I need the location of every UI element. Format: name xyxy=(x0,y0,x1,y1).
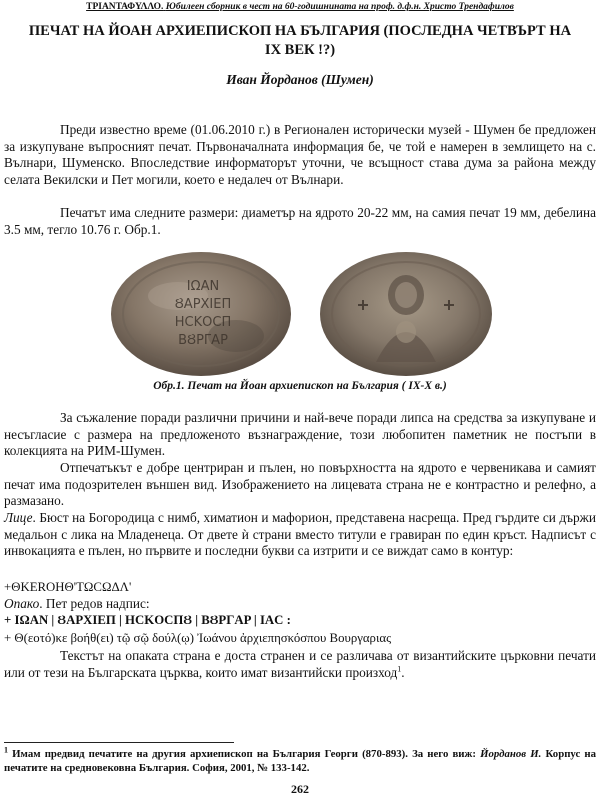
footnote-source: Корпус на печатите на средновековна България. София, 2001, № 133-142. xyxy=(4,748,597,774)
reverse-label: Опако xyxy=(4,596,40,611)
journal-subtitle: Юбилеен сборник в чест на 60-годишнината на проф. д.ф.н. Христо Трендафилов xyxy=(165,2,514,12)
reverse-intro-line xyxy=(4,596,596,613)
running-header xyxy=(0,2,600,12)
page-number: 262 xyxy=(291,782,309,796)
obverse-legend: +ΘKEROHΘ'TΩCΩΔΛ' xyxy=(4,580,132,594)
seal-line-3: ΗCΚΟCΠ xyxy=(174,315,232,330)
journal-name: ΤΡΙΑΝΤΑΦΥΛΛΟ. xyxy=(86,2,164,12)
reverse-legend: + IΩAN | ȢAPXIEΠ | HCKOCΠȢ | BȢPΓAP | IAC : xyxy=(4,613,291,627)
reverse-intro: . Пет редов надпис: xyxy=(39,596,150,611)
footnote xyxy=(4,747,596,775)
footnote-text: Имам предвид печатите на другия архиепископ на България Георги (870-893). За него виж: xyxy=(12,748,476,760)
seal-virgin-side-image xyxy=(316,250,496,378)
paragraph-collection: За съжаление поради различни причини и най-вече поради липса на средства за изкупуване и несъгласие с размера на предложеното възнаграждение, този любопитен паметник не постъпи в колекцията на РИМ-Шумен. xyxy=(4,410,596,459)
paragraph-condition: Отпечатъкът е добре центриран и пълен, но повърхността на ядрото е червеникава и самият печат има подозрителен външен вид. Изображението на лицевата страна не е контрастно и релефно, а размазано. xyxy=(4,460,596,509)
seal-line-4: ΒȢΡΓΑΡ xyxy=(178,333,228,348)
figure-caption: Обр.1. Печат на Йоан архиепископ на България ( IX-X в.) xyxy=(153,380,447,392)
reverse-analysis-end: . xyxy=(401,664,405,680)
seal-inscription-side-image xyxy=(108,250,294,378)
reverse-reading: + Θ(εοτό)κε βοήθ(ει) τῷ σῷ δούλ(ῳ) Ἰωάνου ἀρχιεπησκόσπου Βουργαριας xyxy=(4,631,392,645)
paragraph-obverse xyxy=(4,510,596,560)
article-author: Иван Йорданов (Шумен) xyxy=(226,72,374,87)
footnote-ref[interactable]: 1 xyxy=(397,664,402,674)
footnote-author: Йорданов И. xyxy=(480,748,542,760)
reverse-analysis-text: Текстът на опаката страна е доста странен и се различава от византийските църковни печати или от тези на Българската църква, които имат византийски произход xyxy=(4,648,596,680)
article-title: ПЕЧАТ НА ЙОАН АРХИЕПИСКОП НА БЪЛГАРИЯ (ПОСЛЕДНА ЧЕТВЪРТ НА IX ВЕК !?) xyxy=(28,23,572,58)
seal-line-1: ΙΩΑΝ xyxy=(186,279,220,294)
paragraph-acquisition: Преди известно време (01.06.2010 г.) в Регионален исторически музей - Шумен бе предложен за изкупуване въпросният печат. Първоначалната информация бе, че той е намерен в землището на с. Вълнари, Шуменско. Впоследствие информаторът уточни, че всъщност става дума за района между селата Векилски и Пет могили, което е недалеч от Вълнари. xyxy=(4,122,596,187)
seal-line-2: ȢΑΡΧΙΕΠ xyxy=(174,297,232,312)
obverse-description: . Бюст на Богородица с нимб, химатион и мафорион, представена насреща. Пред гърдите си държи медальон с лика на Младенеца. От двете ѝ страни вместо титули е гравиран по един кръст. Надписът с инвокацията е пълен, но първите и последни букви са изтрити и се виждат само в контур: xyxy=(4,510,596,559)
footnote-divider xyxy=(4,742,234,743)
paragraph-dimensions: Печатът има следните размери: диаметър на ядрото 20-22 мм, на самия печат 19 мм, дебелина 3.5 мм, тегло 10.76 г. Обр.1. xyxy=(4,205,596,237)
figure-seal-photos xyxy=(0,250,600,376)
footnote-number: 1 xyxy=(4,745,8,755)
obverse-label: Лице xyxy=(4,510,33,525)
paragraph-reverse-analysis xyxy=(4,648,596,681)
